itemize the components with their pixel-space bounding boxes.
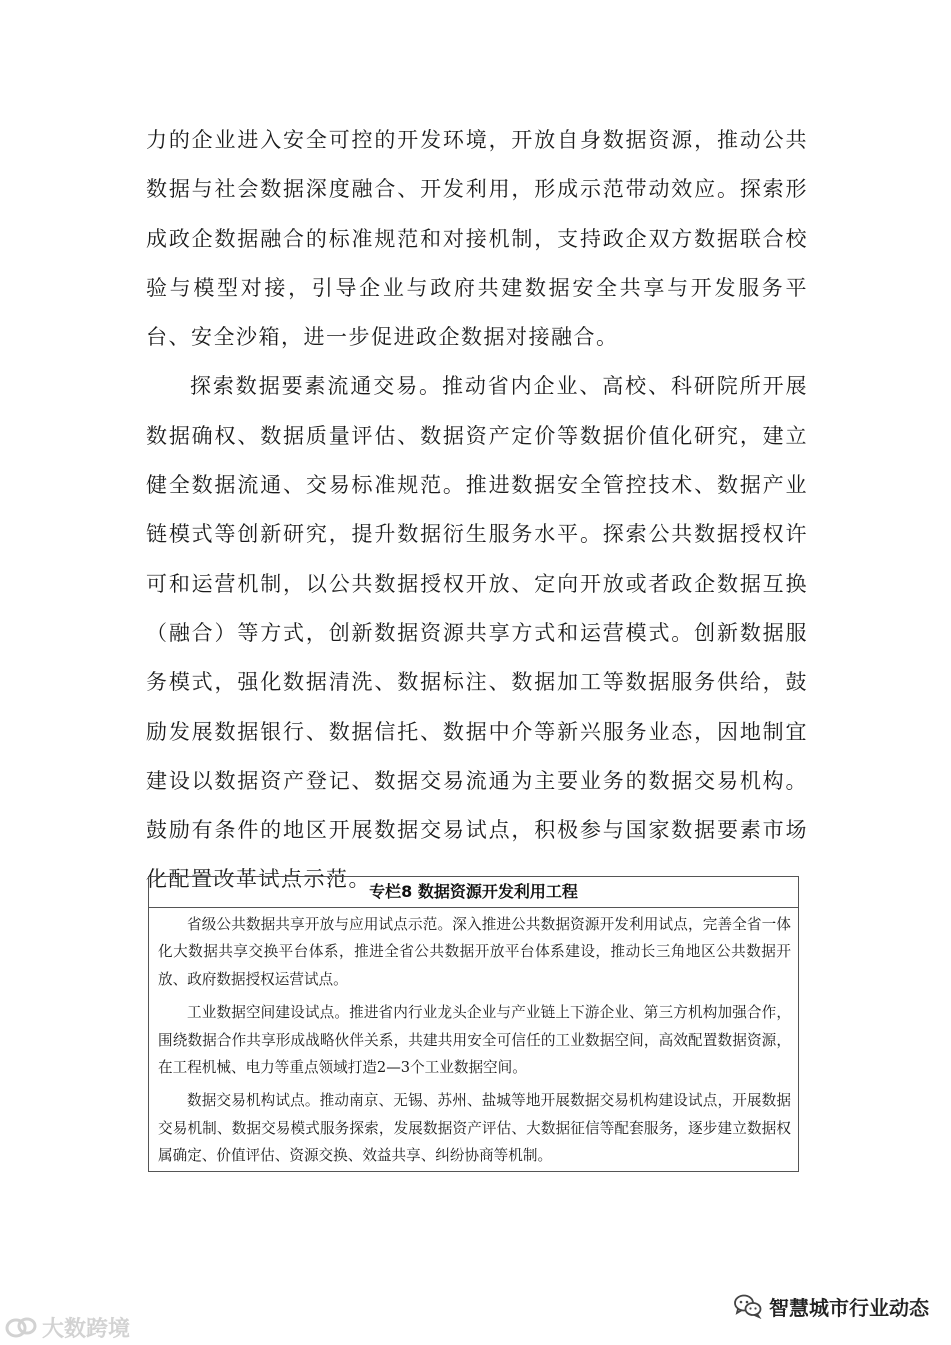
watermark-logo-icon (4, 1315, 38, 1339)
column-box-paragraph-public-data: 省级公共数据共享开放与应用试点示范。深入推进公共数据资源开发利用试点，完善全省一体化大数据共享交换平台体系，推进全省公共数据开放平台体系建设，推动长三角地区公共数据开放、政府数据授权运营试点。 (158, 916, 791, 988)
paragraph-data-integration: 力的企业进入安全可控的开发环境，开放自身数据资源，推动公共数据与社会数据深度融合、开发利用，形成示范带动效应。探索形成政企数据融合的标准规范和对接机制，支持政企双方数据联合校验与模型对接，引导企业与政府共建数据安全共享与开发服务平台、安全沙箱，进一步促进政企数据对接融合。 (146, 128, 808, 350)
column-box-body (149, 908, 798, 1170)
watermark-left (4, 1312, 130, 1342)
column-box-title: 专栏8 数据资源开发利用工程 (149, 877, 798, 908)
wechat-icon (733, 1293, 763, 1319)
watermark-left-text: 大数跨境 (42, 1316, 131, 1342)
column-box-paragraph-industrial-data: 工业数据空间建设试点。推进省内行业龙头企业与产业链上下游企业、第三方机构加强合作，围绕数据合作共享形成战略伙伴关系，共建共用安全可信任的工业数据空间，高效配置数据资源，在工程机械、电力等重点领域打造2—3个工业数据空间。 (158, 1004, 791, 1077)
column-box-paragraph-data-trading: 数据交易机构试点。推动南京、无锡、苏州、盐城等地开展数据交易机构建设试点，开展数据交易机制、数据交易模式服务探索，发展数据资产评估、大数据征信等配套服务，逐步建立数据权属确定、价值评估、资源交换、效益共享、纠纷协商等机制。 (158, 1092, 791, 1165)
watermark-right-text: 智慧城市行业动态 (769, 1295, 929, 1320)
paragraph-data-trading: 探索数据要素流通交易。推动省内企业、高校、科研院所开展数据确权、数据质量评估、数据资产定价等数据价值化研究，建立健全数据流通、交易标准规范。推进数据安全管控技术、数据产业链模式等创新研究，提升数据衍生服务水平。探索公共数据授权许可和运营机制，以公共数据授权开放、定向开放或者政企数据互换（融合）等方式，创新数据资源共享方式和运营模式。创新数据服务模式，强化数据清洗、数据标注、数据加工等数据服务供给，鼓励发展数据银行、数据信托、数据中介等新兴服务业态，因地制宜建设以数据资产登记、数据交易流通为主要业务的数据交易机构。鼓励有条件的地区开展数据交易试点，积极参与国家数据要素市场化配置改革试点示范。 (146, 374, 808, 892)
watermark-right (733, 1290, 929, 1322)
column-box (148, 876, 799, 1172)
main-text (146, 116, 808, 905)
